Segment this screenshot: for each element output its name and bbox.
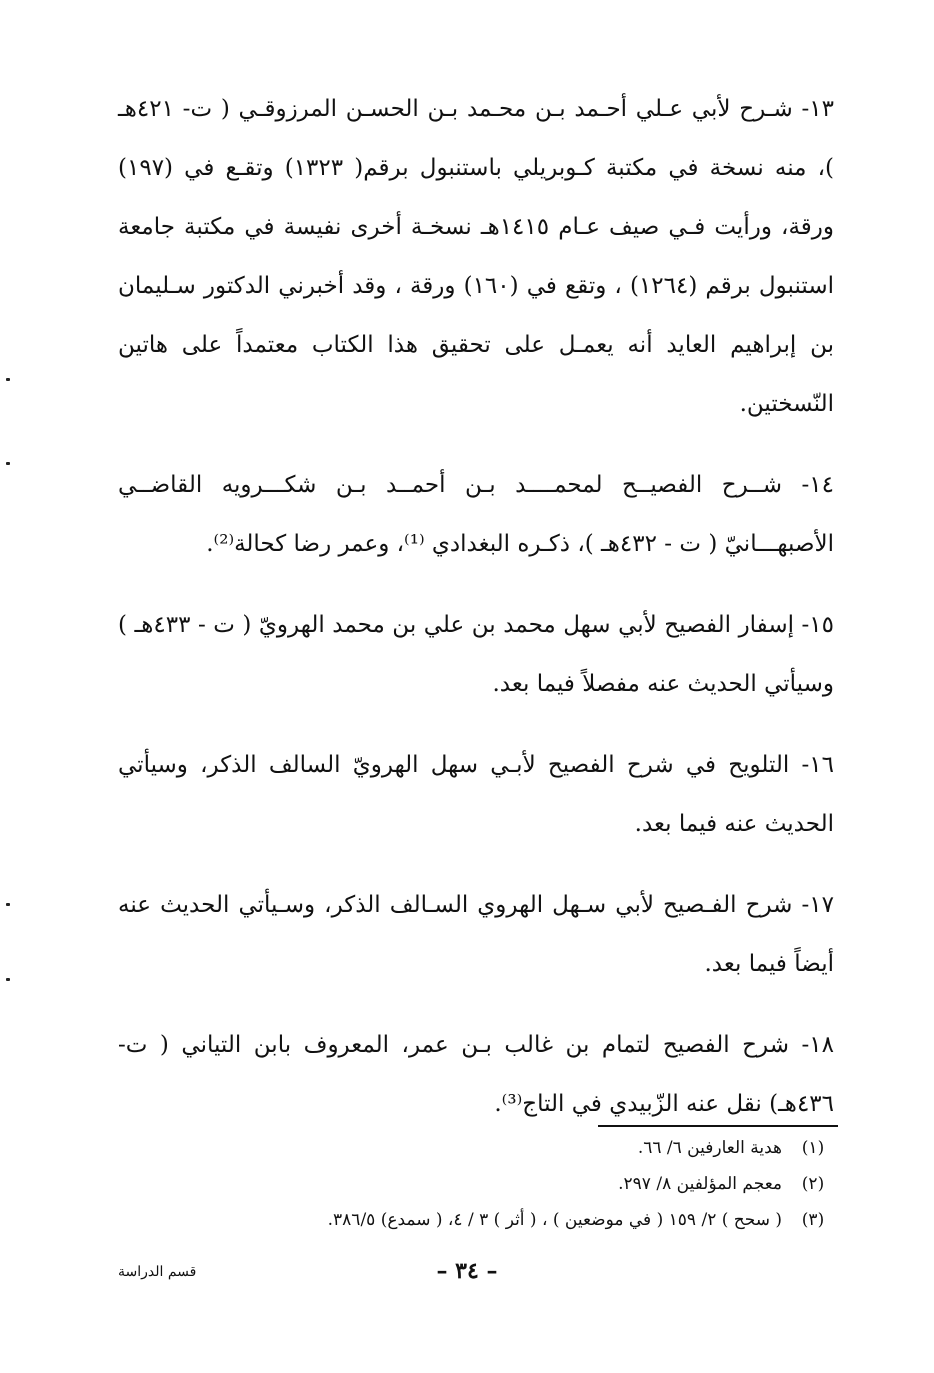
scan-speck <box>6 462 10 465</box>
footnote-1 <box>150 1130 836 1166</box>
page-number: – ٣٤ – <box>436 1258 498 1284</box>
scan-speck <box>6 378 10 381</box>
entry-16: ١٦- التلويح في شرح الفصيح لأبـي سهل الهرويّ السالف الذكر، وسيأتي الحديث عنه فيما بعد. <box>118 752 834 837</box>
footnote-number: (٢) <box>801 1174 825 1194</box>
entry-13: ١٣- شـرح لأبي عـلي أحـمد بـن محـمد بـن الحسـن المرزوقـي ( ت- ٤٢١هـ )، منه نسخة في مكتبة كـوبريلي باستنبول برقم( ١٣٢٣) وتقـع في (١٩٧) ورقة، ورأيت فـي صيف عـام ١٤١٥هـ نسخـة أخرى نفيسة في مكتبة جامعة استنبول برقم (١٢٦٤) ، وتقع في (١٦٠) ورقة ، وقد أخبرني الدكتور سـليمان بن إبراهيم العايد أنه يعمـل على تحقيق هذا الكتاب معتمداً على هاتين النّسختين. <box>118 96 835 417</box>
entry-15: ١٥- إسفار الفصيح لأبي سهل محمد بن علي بن محمد الهرويّ ( ت - ٤٣٣هـ ) وسيأتي الحديث عنه مفصلاً فيما بعد. <box>118 612 834 697</box>
footnote-divider <box>598 1125 838 1127</box>
footnote-number: (٣) <box>801 1210 825 1230</box>
footnotes <box>150 1130 836 1238</box>
entry-17: ١٧- شرح الفـصيح لأبي سـهل الهروي السـالف الذكر، وسـيأتي الحديث عنه أيضاً فيما بعد. <box>118 892 834 977</box>
footnote-number: (١) <box>801 1138 825 1158</box>
main-text <box>118 80 834 1156</box>
page-footer <box>0 1258 934 1298</box>
scan-speck <box>6 978 10 981</box>
section-name: قسم الدراسة <box>118 1264 197 1280</box>
scan-speck <box>6 903 10 906</box>
footnote-3 <box>150 1202 836 1238</box>
footnote-text: هدية العارفين ٦/ ٦٦. <box>637 1138 782 1158</box>
footnote-text: معجم المؤلفين ٨/ ٢٩٧. <box>618 1174 782 1194</box>
footnote-2 <box>150 1166 836 1202</box>
entry-14: ١٤- شــرح الفصيــح لمحمــــد بـن أحمــد بـن شكـــرويه القاضــي الأصبهـــانيّ ( ت - ٤٣٢هـ )، ذكـره البغدادي ⁽¹⁾، وعمر رضا كحالة⁽²⁾. <box>118 472 834 557</box>
footnote-text: ( سحح ) ٢/ ١٥٩ ( في موضعين ) ، ( أثر ) ٣ / ٤، ( سمدع) ٣٨٦/٥. <box>327 1210 782 1230</box>
entry-18: ١٨- شرح الفصيح لتمام بن غالب بـن عمر، المعروف بابن التياني ( ت- ٤٣٦هـ) نقل عنه الزّبيدي في التاج⁽³⁾. <box>118 1032 834 1117</box>
